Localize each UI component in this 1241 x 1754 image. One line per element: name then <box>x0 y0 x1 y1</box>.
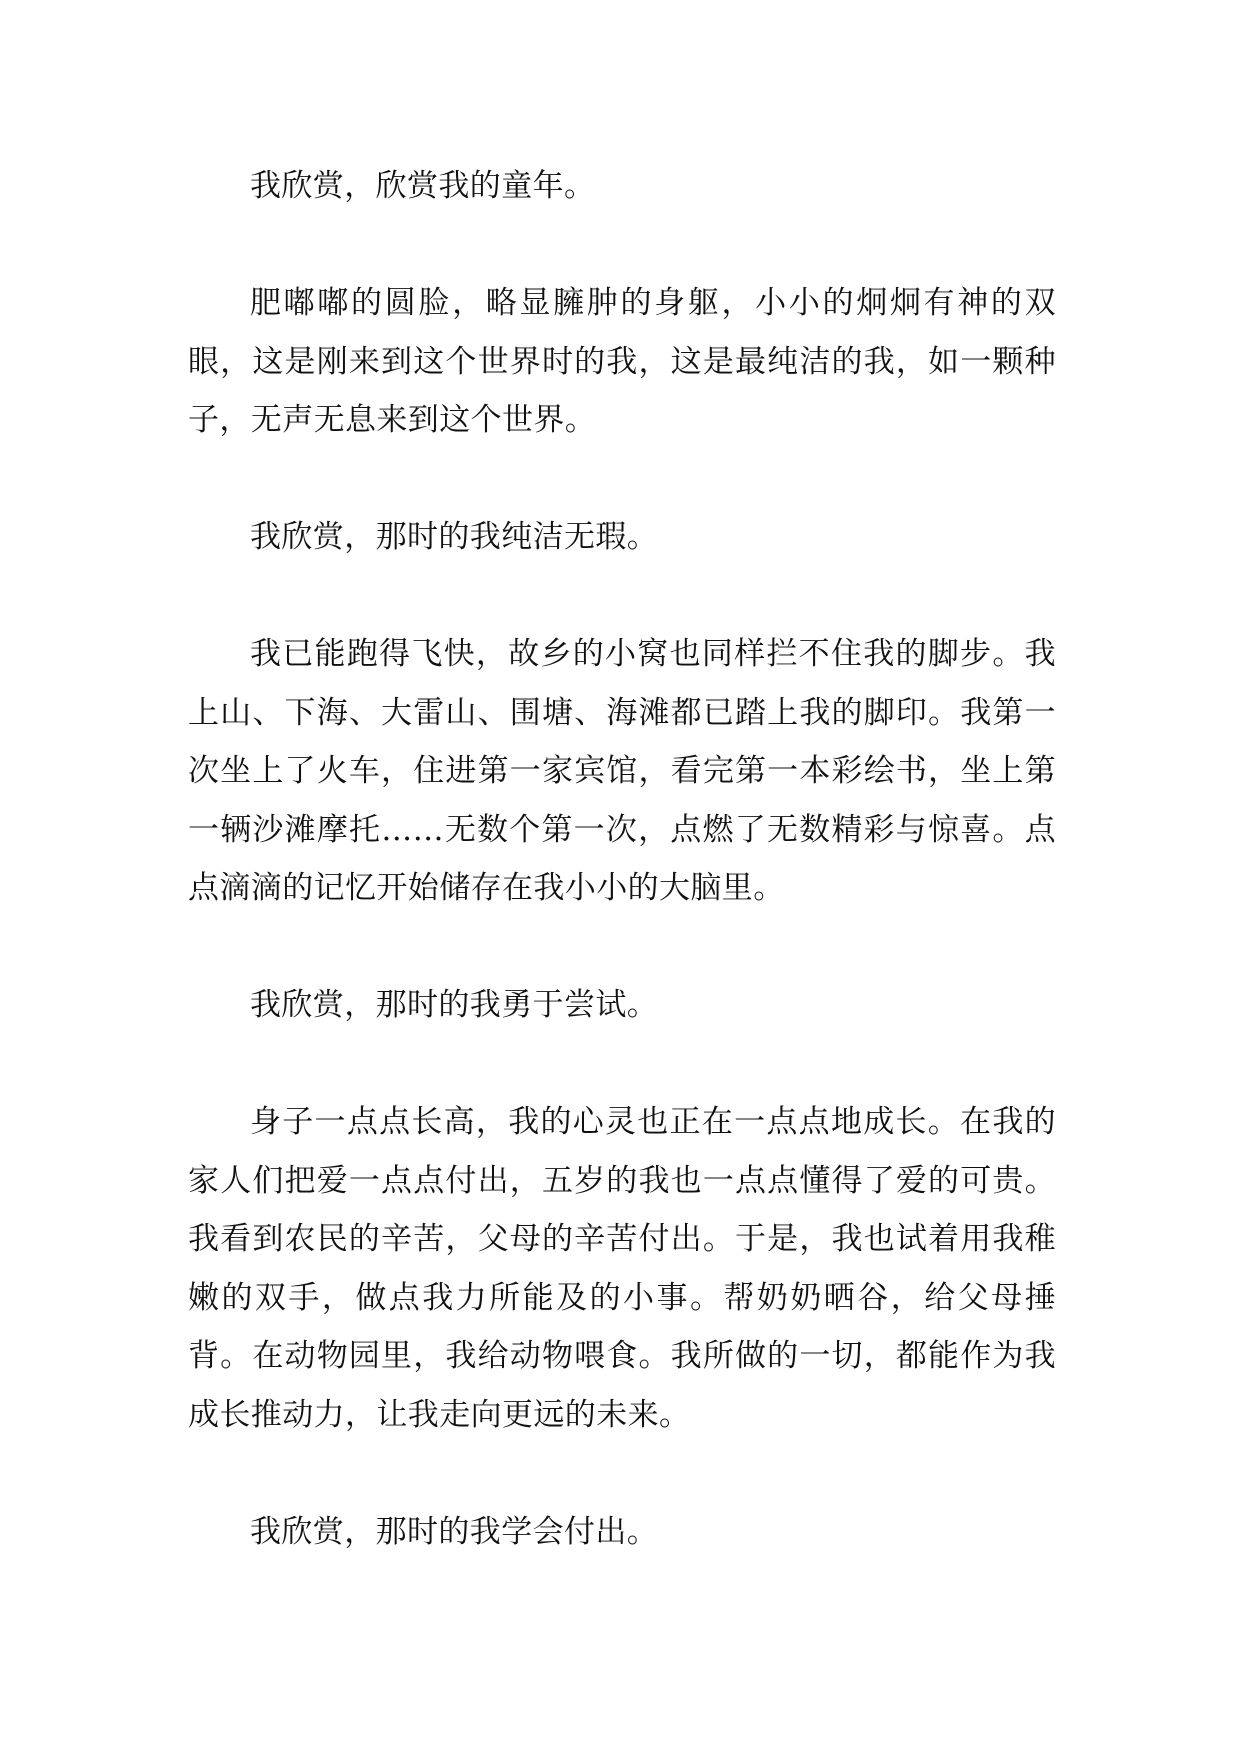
paragraph-1: 我欣赏，欣赏我的童年。 <box>250 168 596 204</box>
paragraph-2: 肥嘟嘟的圆脸，略显臃肿的身躯，小小的炯炯有神的双眼，这是刚来到这个世界时的我，这是最纯洁的我，如一颗种子，无声无息来到这个世界。 <box>188 285 1056 438</box>
paragraph-6: 身子一点点长高，我的心灵也正在一点点地成长。在我的家人们把爱一点点付出，五岁的我也一点点懂得了爱的可贵。我看到农民的辛苦，父母的辛苦付出。于是，我也试着用我稚嫩的双手，做点我力所能及的小事。帮奶奶晒谷，给父母捶背。在动物园里，我给动物喂食。我所做的一切，都能作为我成长推动力，让我走向更远的未来。 <box>188 1104 1056 1433</box>
paragraph-4: 我已能跑得飞快，故乡的小窝也同样拦不住我的脚步。我上山、下海、大雷山、围塘、海滩都已踏上我的脚印。我第一次坐上了火车，住进第一家宾馆，看完第一本彩绘书，坐上第一辆沙滩摩托……无数个第一次，点燃了无数精彩与惊喜。点点滴滴的记忆开始储存在我小小的大脑里。 <box>188 636 1056 906</box>
paragraph-5: 我欣赏，那时的我勇于尝试。 <box>250 987 659 1023</box>
paragraph-3: 我欣赏，那时的我纯洁无瑕。 <box>250 519 659 555</box>
essay-body <box>188 157 1056 1620</box>
paragraph-7: 我欣赏，那时的我学会付出。 <box>250 1513 659 1550</box>
